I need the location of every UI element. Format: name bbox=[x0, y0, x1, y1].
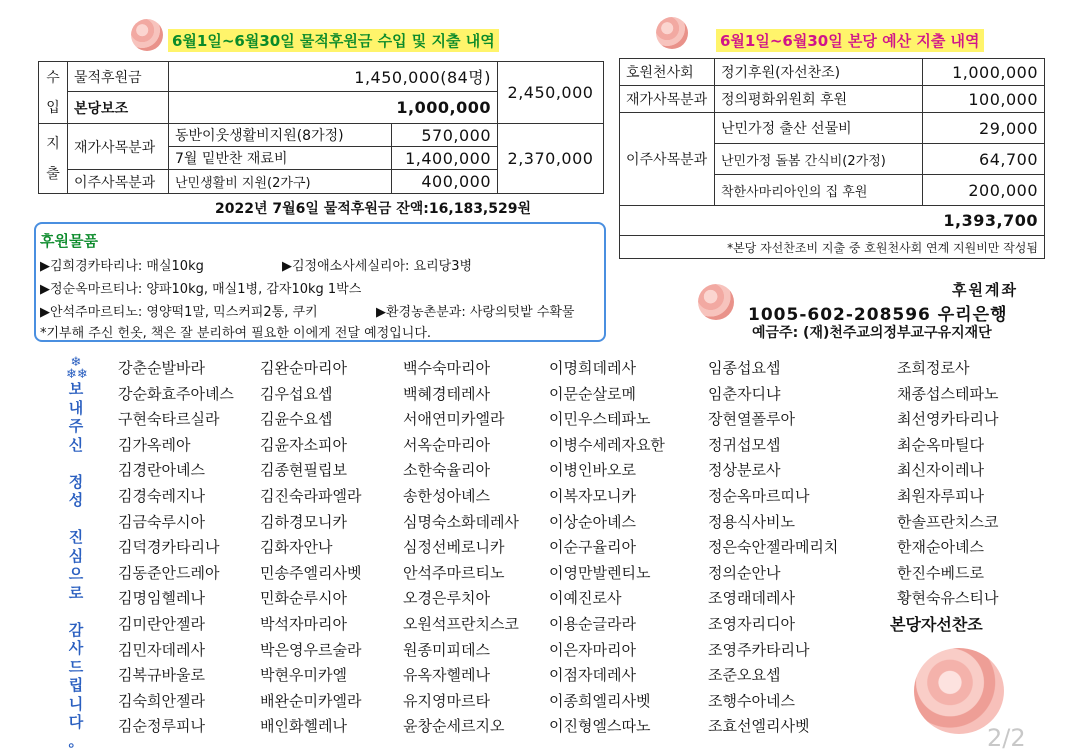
donor-name: 김경숙레지나 bbox=[118, 486, 205, 505]
budget-amount: 29,000 bbox=[923, 113, 1045, 144]
donor-name: 이상순아녜스 bbox=[549, 512, 636, 531]
names-column-5 bbox=[708, 356, 838, 740]
donor-name: 김경란아녜스 bbox=[118, 461, 205, 480]
budget-amount: 1,000,000 bbox=[923, 59, 1045, 86]
donor-name: 이병수세레자요한 bbox=[549, 435, 665, 454]
donor-name: 최순옥마틸다 bbox=[897, 435, 984, 454]
donor-name: 조영자리디아 bbox=[708, 614, 795, 633]
donor-name: 조효선엘리사벳 bbox=[708, 717, 810, 736]
donor-name: 이예진로사 bbox=[549, 589, 622, 608]
donor-name: 김가옥레아 bbox=[118, 435, 191, 454]
budget-total: 1,393,700 bbox=[620, 206, 1045, 236]
donor-name: 민송주엘리사벳 bbox=[260, 563, 362, 582]
donor-name: 조희정로사 bbox=[897, 359, 970, 377]
donor-name: 김화자안나 bbox=[260, 538, 333, 557]
flower-icon bbox=[131, 19, 163, 51]
donor-name: 김명임헬레나 bbox=[118, 589, 205, 608]
donor-name: 조영주카타리나 bbox=[708, 640, 810, 659]
donor-name: 김숙희안젤라 bbox=[118, 691, 205, 710]
donor-name: 최신자이레나 bbox=[897, 461, 984, 480]
donor-name: 김동준안드레아 bbox=[118, 563, 220, 582]
expense-desc: 7월 밑반찬 재료비 bbox=[169, 147, 392, 170]
donor-name: 김미란안젤라 bbox=[118, 614, 205, 633]
expense-group-label: 이주사목분과 bbox=[68, 170, 169, 194]
donor-name: 김윤수요셉 bbox=[260, 410, 333, 429]
donor-name: 유옥자헬레나 bbox=[403, 666, 490, 685]
donor-name: 원종미피데스 bbox=[403, 640, 490, 659]
donor-name: 구현숙타르실라 bbox=[118, 410, 220, 429]
donor-name: 유지영마르타 bbox=[403, 691, 490, 710]
budget-desc: 정기후원(자선찬조) bbox=[715, 59, 923, 86]
left-title: 6월1일~6월30일 물적후원금 수입 및 지출 내역 bbox=[168, 29, 499, 52]
donor-name: 김민자데레사 bbox=[118, 640, 205, 659]
donor-name: 이민우스테파노 bbox=[549, 410, 651, 429]
income-amount: 1,000,000 bbox=[169, 92, 498, 124]
sponsor-item: ▶안석주마르티노: 영양떡1말, 믹스커피2통, 쿠키 bbox=[40, 305, 318, 320]
donor-name: 조준오요셉 bbox=[708, 666, 781, 685]
donor-name: 강춘순발바라 bbox=[118, 359, 205, 377]
donor-name: 박석자마리아 bbox=[260, 614, 347, 633]
expense-total: 2,370,000 bbox=[498, 124, 604, 194]
donor-name: 김순정루피나 bbox=[118, 717, 205, 736]
names-column-6 bbox=[897, 356, 998, 612]
donor-name: 정상분로사 bbox=[708, 461, 781, 480]
account-heading: 후원계좌 bbox=[952, 281, 1018, 299]
donor-name: 장현열폴루아 bbox=[708, 410, 795, 429]
donor-name: 심명숙소화데레사 bbox=[403, 512, 519, 531]
donor-name: 이진형엘스따노 bbox=[549, 717, 651, 736]
donor-name: 한솔프란치스코 bbox=[897, 512, 999, 531]
donor-name: 김덕경카타리나 bbox=[118, 538, 220, 557]
donor-name: 송한성아녜스 bbox=[403, 486, 490, 505]
sponsor-item: ▶환경농촌분과: 사랑의텃밭 수확물 bbox=[376, 305, 575, 320]
donor-name: 김하경모니카 bbox=[260, 512, 347, 531]
balance-line: 2022년 7월6일 물적후원금 잔액:16,183,529원 bbox=[215, 201, 531, 217]
right-title: 6월1일~6월30일 본당 예산 지출 내역 bbox=[716, 29, 984, 52]
donor-name: 배인화헬레나 bbox=[260, 717, 347, 736]
page-indicator: 2/2 bbox=[987, 724, 1026, 752]
donor-name: 이종희엘리사벳 bbox=[549, 691, 651, 710]
donor-name: 강순화효주아녜스 bbox=[118, 384, 234, 403]
donor-name: 서애연미카엘라 bbox=[403, 410, 505, 429]
flower-icon bbox=[698, 284, 734, 320]
expense-amount: 400,000 bbox=[392, 170, 498, 194]
donor-name: 이용순글라라 bbox=[549, 614, 636, 633]
income-total: 2,450,000 bbox=[498, 62, 604, 124]
donor-name: 윤창순세르지오 bbox=[403, 717, 505, 736]
names-column-1 bbox=[118, 356, 234, 740]
sponsor-item: ▶김희경카타리나: 매실10kg bbox=[40, 259, 204, 274]
sponsor-item: ▶김정애소사세실리아: 요리당3병 bbox=[282, 259, 473, 274]
special-donor: 본당자선찬조 bbox=[890, 615, 983, 634]
donor-name: 이은자마리아 bbox=[549, 640, 636, 659]
donor-name: 정은숙안젤라메리치 bbox=[708, 538, 839, 557]
budget-desc: 난민가정 출산 선물비 bbox=[715, 113, 923, 144]
sparkle-icon: ❄ ❄❄ bbox=[66, 355, 88, 382]
donor-name: 배완순미카엘라 bbox=[260, 691, 362, 710]
names-column-3 bbox=[403, 356, 519, 740]
income-amount: 1,450,000(84명) bbox=[169, 62, 498, 92]
donor-name: 김복규바울로 bbox=[118, 666, 205, 685]
donor-name: 소한숙율리아 bbox=[403, 461, 490, 480]
income-label: 물적후원금 bbox=[68, 62, 169, 92]
income-expense-table bbox=[38, 61, 604, 194]
donor-name: 김금숙루시아 bbox=[118, 512, 205, 531]
budget-group: 호원천사회 bbox=[620, 59, 715, 86]
flower-icon bbox=[914, 648, 1004, 734]
donor-name: 김완순마리아 bbox=[260, 359, 347, 377]
budget-desc: 착한사마리아인의 집 후원 bbox=[715, 175, 923, 206]
sponsor-goods-box bbox=[34, 222, 606, 342]
donor-name: 민화순루시아 bbox=[260, 589, 347, 608]
donor-name: 이명희데레사 bbox=[549, 359, 636, 377]
sponsor-note: *기부해 주신 헌옷, 책은 잘 분리하여 필요한 이에게 전달 예정입니다. bbox=[40, 326, 432, 341]
budget-amount: 100,000 bbox=[923, 86, 1045, 113]
donor-name: 안석주마르티노 bbox=[403, 563, 505, 582]
donor-name: 조행수아네스 bbox=[708, 691, 795, 710]
donor-name: 임종섭요셉 bbox=[708, 359, 781, 377]
donor-name: 오경은루치아 bbox=[403, 589, 490, 608]
donor-name: 이영만발렌티노 bbox=[549, 563, 651, 582]
thanks-vertical-text: 보 내 주 신 정 성 진 심 으 로 감 사 드 립 니 다 。 bbox=[68, 380, 84, 750]
donor-name: 임춘자디냐 bbox=[708, 384, 781, 403]
donor-name: 이문순살로메 bbox=[549, 384, 636, 403]
donor-name: 이복자모니카 bbox=[549, 486, 636, 505]
donor-name: 서옥순마리아 bbox=[403, 435, 490, 454]
donor-name: 황현숙유스티나 bbox=[897, 589, 999, 608]
names-column-2 bbox=[260, 356, 361, 740]
sponsor-title: 후원물품 bbox=[40, 232, 98, 250]
sponsor-item: ▶정순옥마르티나: 양파10kg, 매실1병, 감자10kg 1박스 bbox=[40, 282, 362, 297]
donor-name: 김윤자소피아 bbox=[260, 435, 347, 454]
donor-name: 이순구율리아 bbox=[549, 538, 636, 557]
donor-name: 한진수베드로 bbox=[897, 563, 984, 582]
budget-desc: 난민가정 돌봄 간식비(2가정) bbox=[715, 144, 923, 175]
names-column-4 bbox=[549, 356, 665, 740]
donor-name: 김우섭요셉 bbox=[260, 384, 333, 403]
donor-name: 박은영우르술라 bbox=[260, 640, 362, 659]
budget-amount: 64,700 bbox=[923, 144, 1045, 175]
donor-name: 심정선베로니카 bbox=[403, 538, 505, 557]
donor-name: 백혜경테레사 bbox=[403, 384, 490, 403]
donor-name: 김종현필립보 bbox=[260, 461, 347, 480]
expense-amount: 570,000 bbox=[392, 124, 498, 147]
expense-desc: 난민생활비 지원(2가구) bbox=[169, 170, 392, 194]
budget-desc: 정의평화위원회 후원 bbox=[715, 86, 923, 113]
budget-group: 이주사목분과 bbox=[620, 113, 715, 206]
expense-amount: 1,400,000 bbox=[392, 147, 498, 170]
donor-name: 조영래데레사 bbox=[708, 589, 795, 608]
donor-name: 오원석프란치스코 bbox=[403, 614, 519, 633]
donor-name: 정순옥마르띠나 bbox=[708, 486, 810, 505]
income-section-label: 수 입 bbox=[39, 62, 68, 124]
budget-table bbox=[619, 58, 1045, 259]
donor-name: 정용식사비노 bbox=[708, 512, 795, 531]
flower-icon bbox=[656, 17, 688, 49]
donor-name: 이병인바오로 bbox=[549, 461, 636, 480]
donor-name: 최선영카타리나 bbox=[897, 410, 999, 429]
account-number: 1005-602-208596 우리은행 bbox=[748, 305, 1008, 325]
expense-desc: 동반이웃생활비지원(8가정) bbox=[169, 124, 392, 147]
budget-group: 재가사목분과 bbox=[620, 86, 715, 113]
donor-name: 채종섭스테파노 bbox=[897, 384, 999, 403]
budget-note: *본당 자선찬조비 지출 중 호원천사회 연계 지원비만 작성됨 bbox=[620, 236, 1045, 259]
account-holder: 예금주: (재)천주교의정부교구유지재단 bbox=[752, 325, 992, 341]
budget-amount: 200,000 bbox=[923, 175, 1045, 206]
donor-name: 박현우미카엘 bbox=[260, 666, 347, 685]
donor-name: 이점자데레사 bbox=[549, 666, 636, 685]
income-label: 본당보조 bbox=[68, 92, 169, 124]
donor-name: 김진숙라파엘라 bbox=[260, 486, 362, 505]
donor-name: 한재순아녜스 bbox=[897, 538, 984, 557]
donor-name: 백수숙마리아 bbox=[403, 359, 490, 377]
donor-name: 정의순안나 bbox=[708, 563, 781, 582]
donor-name: 최원자루피나 bbox=[897, 486, 984, 505]
expense-section-label: 지 출 bbox=[39, 124, 68, 194]
donor-name: 정귀섭모셉 bbox=[708, 435, 781, 454]
expense-group-label: 재가사목분과 bbox=[68, 124, 169, 170]
